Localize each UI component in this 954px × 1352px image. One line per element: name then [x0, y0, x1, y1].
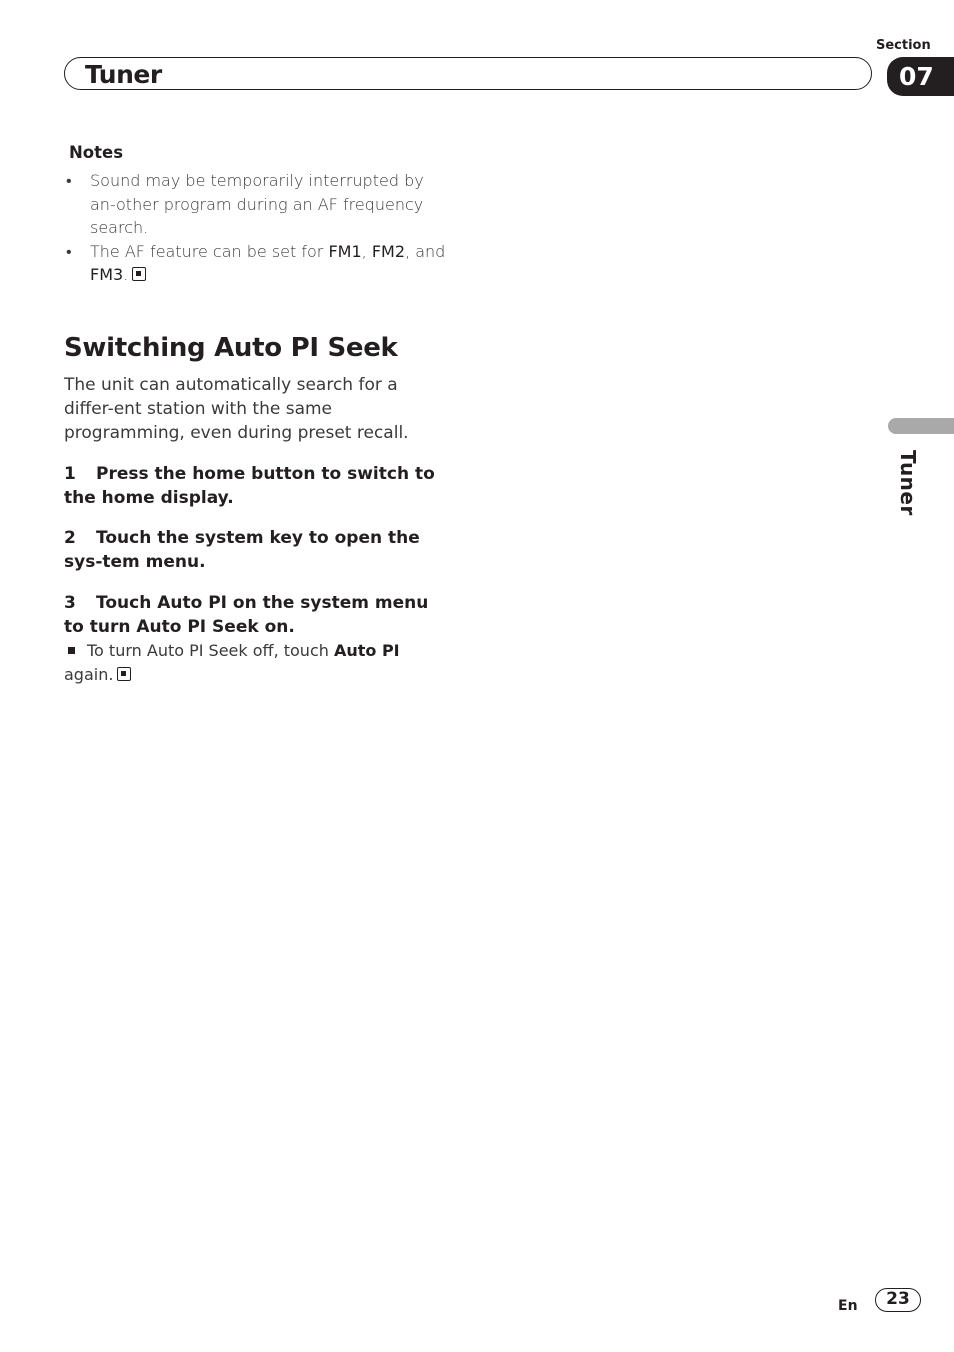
end-of-section-icon	[117, 667, 131, 681]
section-label: Section	[876, 38, 931, 53]
note-text: Sound may be temporarily interrupted by an-other program during an AF frequency search.	[90, 171, 424, 237]
step-text: Touch Auto PI on the system menu to turn Auto PI Seek on.	[64, 593, 429, 637]
step-number: 3	[64, 593, 76, 613]
note-item	[64, 240, 448, 287]
section-number-badge: 07	[887, 57, 954, 96]
step-number: 1	[64, 464, 76, 484]
chapter-title: Tuner	[85, 60, 162, 89]
bullet-dot: •	[66, 241, 72, 261]
end-of-section-icon	[132, 267, 146, 281]
page-number: 23	[875, 1288, 921, 1312]
section-intro: The unit can automatically search for a differ-ent station with the same programming, even during preset recall.	[64, 375, 409, 443]
step-note-suffix: again.	[64, 665, 114, 684]
chapter-header	[64, 57, 872, 90]
step-note	[64, 639, 448, 687]
note-text-prefix: The AF feature can be set for	[90, 241, 329, 261]
note-item	[64, 169, 448, 240]
step-text: Touch the system key to open the sys-tem menu.	[64, 528, 420, 572]
band-fm2: FM2	[371, 241, 406, 261]
auto-pi-term: Auto PI	[333, 641, 400, 660]
section-heading: Switching Auto PI Seek	[64, 333, 398, 363]
step-number: 2	[64, 528, 76, 548]
note-suffix: .	[123, 265, 129, 284]
band-fm3: FM3	[90, 265, 124, 284]
language-code: En	[838, 1298, 858, 1314]
band-fm1: FM1	[328, 241, 362, 261]
step-text: Press the home button to switch to the home display.	[64, 464, 435, 508]
side-thumb-tab	[888, 418, 954, 434]
side-tab-label: Tuner	[896, 450, 920, 516]
step-item	[64, 527, 448, 574]
bullet-dot: •	[66, 171, 72, 190]
step-item	[64, 592, 448, 639]
step-item	[64, 463, 448, 510]
square-bullet-icon	[68, 647, 75, 654]
note-sep: , and	[405, 241, 446, 261]
notes-list	[64, 169, 448, 287]
step-note-prefix: To turn Auto PI Seek off, touch	[87, 641, 334, 660]
notes-title: Notes	[69, 143, 124, 162]
note-sep: ,	[361, 241, 372, 261]
